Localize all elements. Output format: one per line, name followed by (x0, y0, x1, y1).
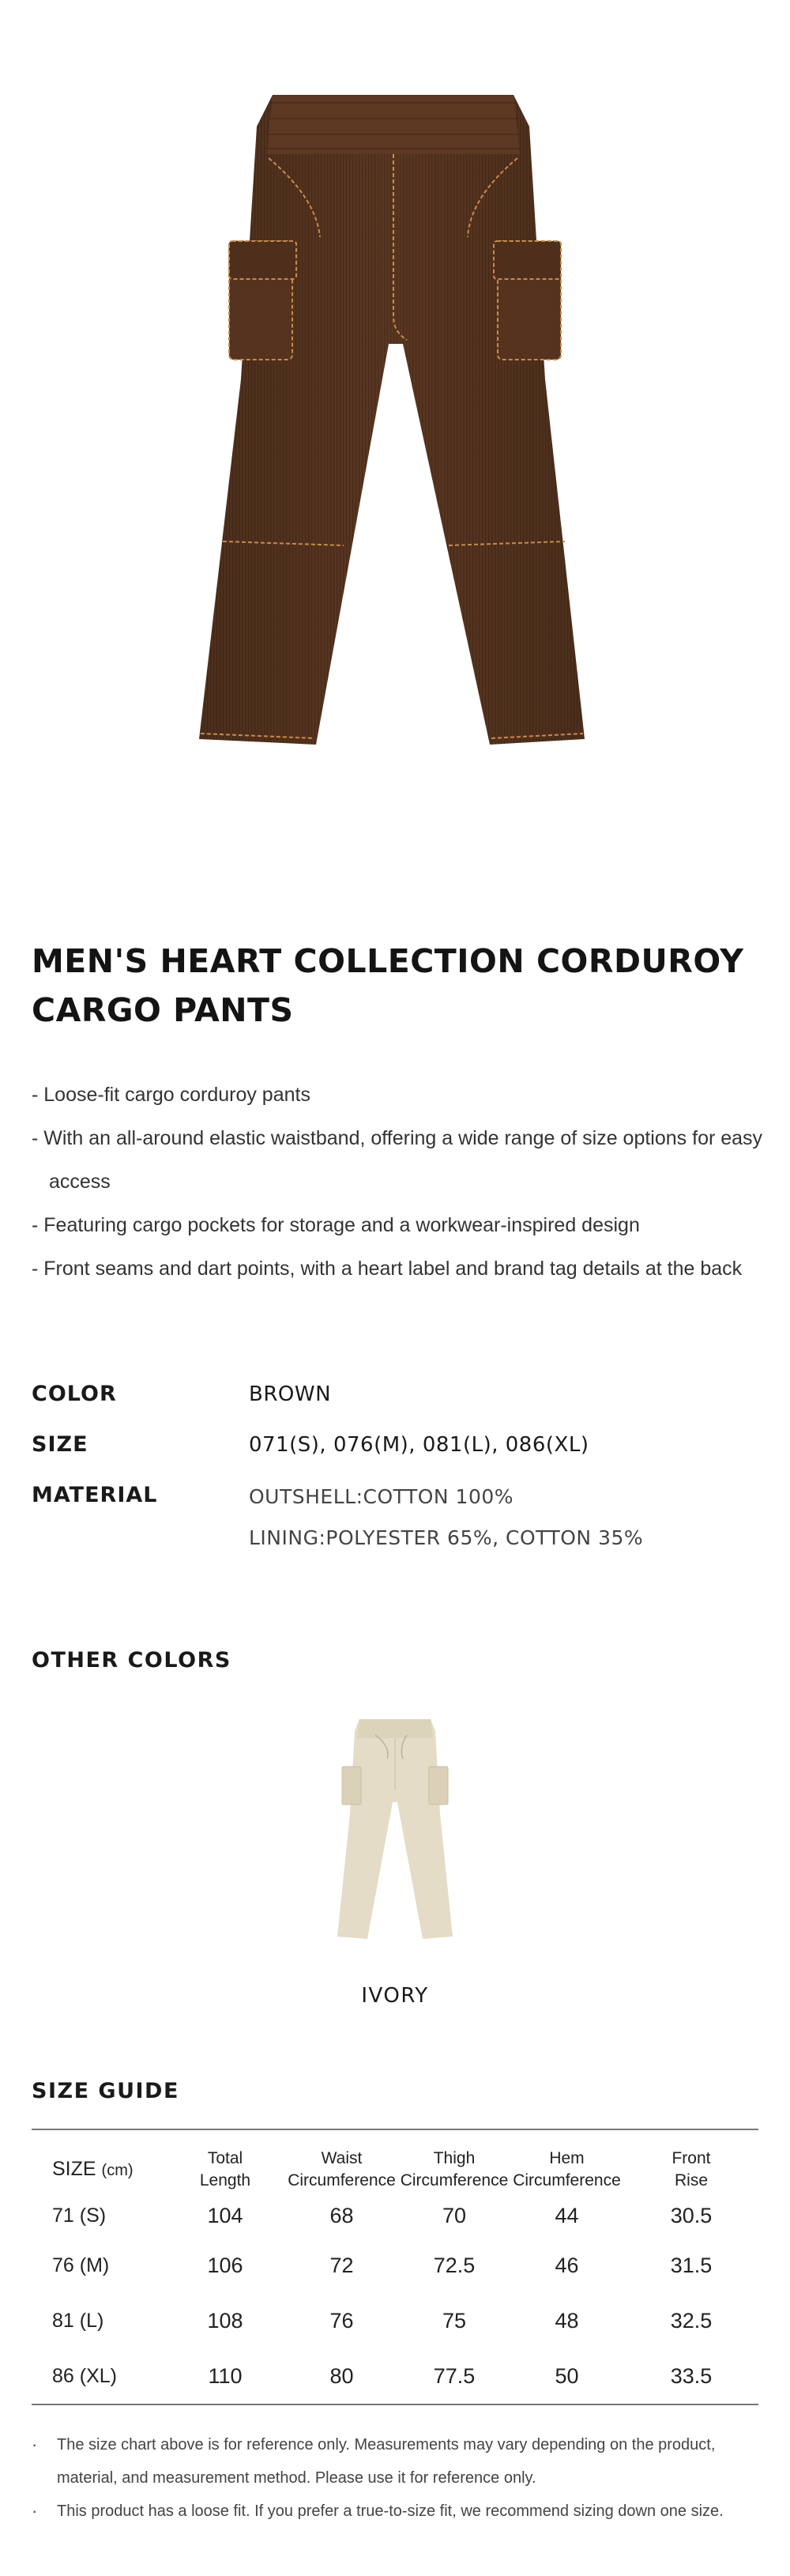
value-cell: 106 (207, 2253, 243, 2277)
column-header-total-length (166, 2130, 284, 2198)
size-guide-table (32, 2129, 758, 2405)
size-cell: 71 (S) (52, 2204, 107, 2227)
feature-list (32, 1073, 774, 1291)
product-image-area (0, 0, 790, 862)
size-cell: 76 (M) (52, 2254, 110, 2276)
feature-item: - Featuring cargo pockets for storage and a workwear-inspired design (32, 1204, 774, 1247)
column-header-front-rise (624, 2130, 758, 2198)
size-guide-notes (32, 2428, 766, 2528)
column-header-line: Total (207, 2149, 243, 2167)
size-unit: (cm) (101, 2162, 134, 2179)
value-cell: 33.5 (670, 2363, 713, 2388)
size-note: · The size chart above is for reference only. Measurements may vary depending on the product, material, and measurement method. Please use it for reference only. (32, 2428, 766, 2495)
spec-value-material (249, 1477, 643, 1559)
value-cell: 30.5 (670, 2203, 713, 2227)
size-guide-heading: SIZE GUIDE (32, 2079, 179, 2103)
color-option-ivory[interactable] (316, 1711, 474, 1948)
product-specs (32, 1375, 758, 1571)
size-table-header-row (32, 2130, 758, 2198)
product-title (32, 937, 758, 1035)
value-cell: 44 (555, 2203, 579, 2227)
value-cell: 72 (329, 2253, 354, 2277)
column-header-waist (284, 2130, 399, 2198)
spec-row-color (32, 1375, 758, 1413)
spec-label-size: SIZE (32, 1432, 88, 1457)
value-cell: 50 (555, 2363, 579, 2388)
value-cell: 80 (329, 2363, 354, 2388)
value-cell: 76 (329, 2308, 354, 2333)
value-cell: 31.5 (670, 2253, 713, 2277)
column-header-line: Front (672, 2149, 711, 2167)
product-title-line-2: CARGO PANTS (32, 991, 294, 1029)
column-header-line: Circumference (288, 2171, 396, 2189)
value-cell: 68 (329, 2203, 354, 2227)
material-lining: LINING:POLYESTER 65%, COTTON 35% (249, 1526, 644, 1549)
size-note: · This product has a loose fit. If you prefer a true-to-size fit, we recommend sizing down one size. (32, 2495, 766, 2528)
value-cell: 72.5 (433, 2253, 476, 2277)
value-cell: 70 (442, 2203, 467, 2227)
feature-item: - With an all-around elastic waistband, offering a wide range of size options for easy access (32, 1117, 774, 1204)
column-header-line: Rise (674, 2171, 708, 2189)
column-header-thigh (399, 2130, 510, 2198)
product-image-brown-pants (182, 79, 608, 775)
value-cell: 104 (207, 2203, 243, 2227)
size-label: SIZE (52, 2158, 96, 2180)
ivory-pants-thumbnail[interactable] (328, 1711, 462, 1948)
column-header-line: Thigh (433, 2149, 476, 2167)
table-row (32, 2348, 758, 2404)
feature-item: - Loose-fit cargo corduroy pants (32, 1073, 774, 1117)
column-header-hem (510, 2130, 624, 2198)
spec-value-size: 071(S), 076(M), 081(L), 086(XL) (249, 1433, 589, 1457)
spec-label-material: MATERIAL (32, 1483, 158, 1507)
color-option-ivory-label[interactable]: IVORY (361, 1984, 429, 2008)
column-header-line: Length (199, 2171, 251, 2189)
value-cell: 77.5 (433, 2363, 476, 2388)
size-cell: 81 (L) (52, 2309, 104, 2332)
column-header-line: Hem (549, 2149, 585, 2167)
value-cell: 110 (208, 2363, 243, 2388)
other-colors-heading: OTHER COLORS (32, 1648, 231, 1673)
column-header-line: Circumference (513, 2171, 621, 2189)
value-cell: 48 (555, 2308, 579, 2333)
value-cell: 108 (207, 2308, 243, 2333)
feature-item: - Front seams and dart points, with a heart label and brand tag details at the back (32, 1247, 774, 1291)
spec-row-size (32, 1426, 758, 1464)
spec-value-color: BROWN (249, 1382, 332, 1406)
material-outshell: OUTSHELL:COTTON 100% (249, 1485, 514, 1508)
value-cell: 75 (442, 2308, 467, 2333)
table-row (32, 2198, 758, 2238)
spec-label-color: COLOR (32, 1382, 117, 1406)
column-header-line: Circumference (400, 2171, 509, 2189)
size-column-header (32, 2130, 166, 2198)
spec-row-material (32, 1477, 758, 1559)
size-cell: 86 (XL) (52, 2364, 117, 2387)
column-header-line: Waist (321, 2149, 363, 2167)
value-cell: 32.5 (670, 2308, 713, 2333)
product-title-line-1: MEN'S HEART COLLECTION CORDUROY (32, 942, 744, 980)
table-row (32, 2238, 758, 2293)
value-cell: 46 (555, 2253, 579, 2277)
table-row (32, 2293, 758, 2348)
